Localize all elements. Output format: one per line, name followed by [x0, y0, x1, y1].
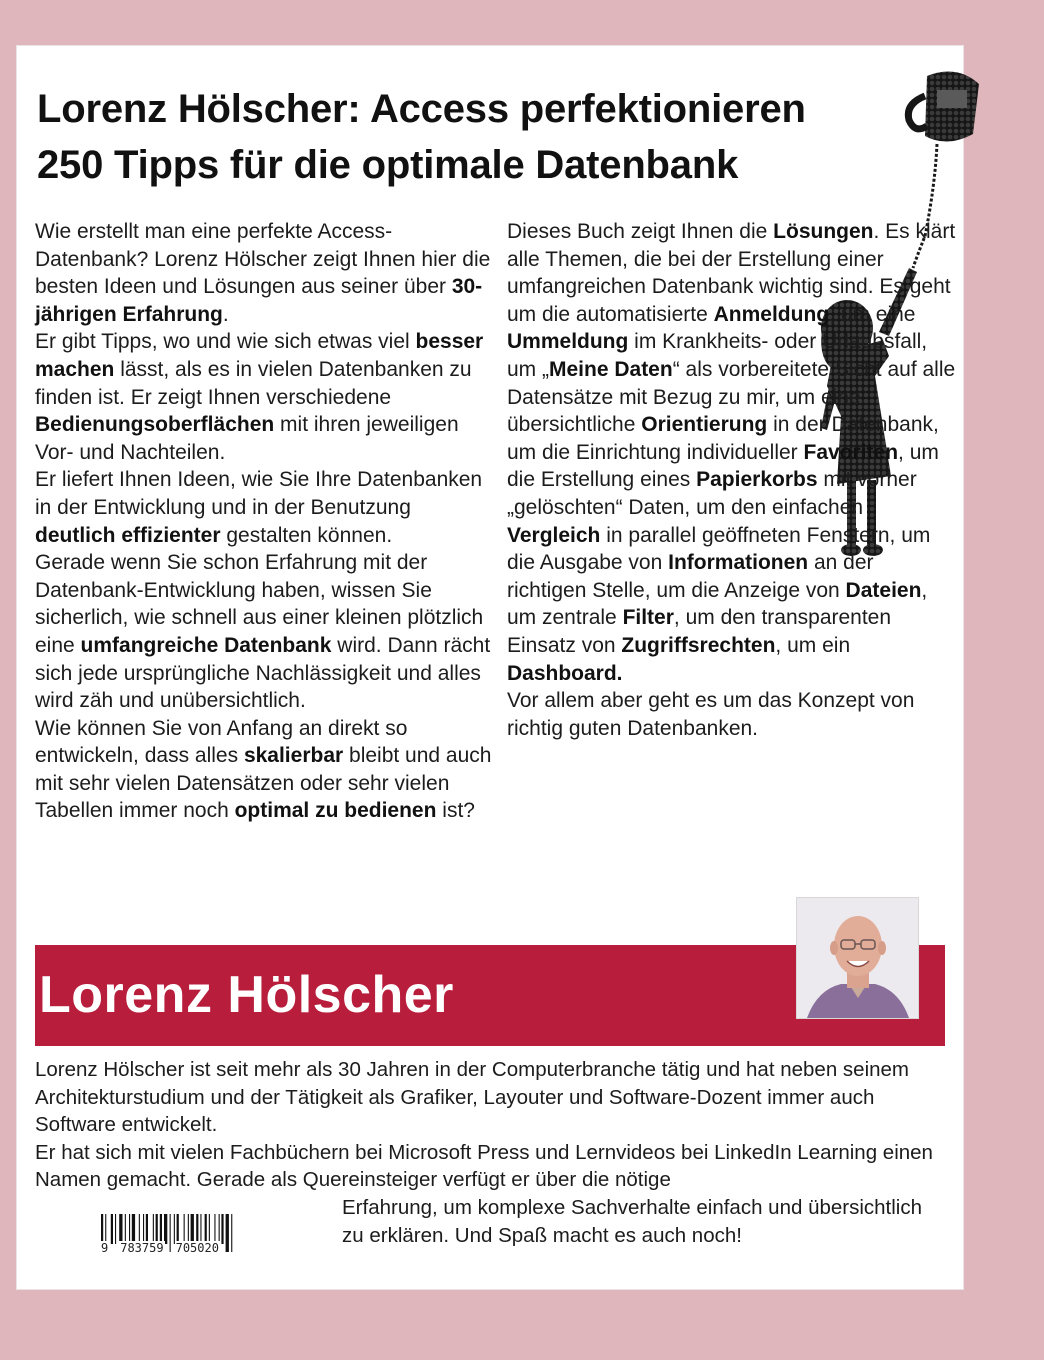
body-text: in parallel geöffneten Fenstern, um die Ausgabe von — [507, 523, 931, 575]
emphasis-text: Anmeldung — [713, 302, 830, 326]
isbn-prefix: 9 — [101, 1241, 109, 1255]
body-text: . Es klärt alle Themen, die bei der Erstellung einer umfangreichen Datenbank wichtig sind. Es geht um die automatisierte — [507, 220, 956, 326]
emphasis-text: Lösungen — [773, 220, 874, 243]
body-text: lässt, als es in vielen Datenbanken zu finden ist. Er zeigt Ihnen verschiedene — [35, 357, 472, 409]
barcode-bar — [214, 1214, 215, 1244]
barcode-bar — [174, 1214, 175, 1244]
emphasis-text: Bedienungsoberflächen — [35, 413, 275, 437]
description-left-column — [35, 218, 495, 825]
emphasis-text: besser machen — [35, 330, 484, 381]
balloon-icon — [908, 72, 979, 142]
left_column-paragraph — [35, 715, 495, 825]
emphasis-text: Zugriffsrechten — [621, 633, 776, 657]
emphasis-text: Informationen — [668, 551, 809, 575]
barcode-bar — [160, 1214, 162, 1244]
body-text: , um den transparenten Einsatz von — [507, 606, 892, 657]
emphasis-text: Meine Daten — [549, 357, 673, 381]
body-text: Gerade wenn Sie schon Erfahrung mit der Datenbank-Entwicklung haben, wissen Sie sicherlich, wie schnell aus einer kleinen plötzlich eine — [35, 551, 484, 657]
author-bio — [35, 1056, 950, 1194]
barcode-bar — [156, 1214, 158, 1244]
title-line-2: 250 Tipps für die optimale Datenbank — [37, 143, 739, 187]
author-name: Lorenz Hölscher — [39, 966, 454, 1024]
right_column-paragraph — [507, 687, 957, 742]
barcode-bar — [184, 1214, 185, 1244]
body-text: “ als vorbereitete Sicht auf alle Datensätze mit Bezug zu mir, um eine übersichtliche — [507, 357, 956, 437]
emphasis-text: Papierkorbs — [696, 468, 818, 492]
barcode-bar — [146, 1214, 148, 1244]
barcode-bar — [221, 1214, 223, 1244]
barcode-bar — [188, 1214, 189, 1244]
isbn-digits — [100, 1241, 280, 1255]
barcode-bar — [139, 1214, 140, 1244]
barcode-bar — [196, 1214, 198, 1244]
emphasis-text: Filter — [622, 606, 674, 630]
barcode-bar — [191, 1214, 194, 1244]
isbn-group-2: 705020 — [175, 1241, 219, 1255]
body-text: Wie erstellt man eine perfekte Access-Datenbank? Lorenz Hölscher zeigt Ihnen hier die besten Ideen und Lösungen aus seiner über — [35, 220, 491, 299]
bio-paragraph-2: Er hat sich mit vielen Fachbüchern bei Microsoft Press und Lernvideos bei LinkedIn Learning einen Namen gemacht. Gerade als Quereinsteiger verfügt er über die nötige — [35, 1140, 933, 1192]
barcode-bar — [119, 1214, 122, 1244]
barcode-bar — [153, 1214, 154, 1244]
emphasis-text: Vergleich — [507, 523, 601, 547]
barcode-bar — [164, 1214, 167, 1244]
book-title — [37, 81, 897, 193]
body-text: wird. Dann rächt sich jede ursprüngliche Nachlässigkeit und alles wird zäh und unübersichtlich. — [35, 633, 491, 713]
emphasis-text: Ummeldung — [507, 330, 629, 354]
body-text: Er liefert Ihnen Ideen, wie Sie Ihre Datenbanken in der Entwicklung und in der Benutzung — [35, 468, 483, 519]
author-photo — [796, 897, 919, 1019]
body-text: , um zentrale — [507, 578, 928, 630]
body-text: . — [222, 302, 229, 326]
body-text: gestalten können. — [220, 523, 393, 547]
barcode-bar — [219, 1214, 220, 1244]
emphasis-text: Orientierung — [641, 413, 768, 437]
body-text: Er gibt Tipps, wo und wie sich etwas viel — [35, 330, 416, 354]
left_column-paragraph — [35, 328, 495, 466]
barcode-bar — [205, 1214, 207, 1244]
emphasis-text: umfangreiche Datenbank — [80, 633, 332, 657]
body-text: , um ein — [775, 633, 851, 657]
barcode-bar — [177, 1214, 179, 1244]
barcode-bar — [129, 1214, 130, 1244]
description-right-column — [507, 218, 957, 742]
title-line-1: Lorenz Hölscher: Access perfektionieren — [37, 87, 806, 131]
emphasis-text: 30-jährigen Erfahrung — [35, 275, 483, 326]
barcode-bar — [111, 1214, 113, 1244]
body-text: in der Datenbank, um die Einrichtung individueller — [507, 413, 939, 464]
barcode-bar — [200, 1214, 201, 1244]
barcode-bar — [209, 1214, 210, 1244]
body-text: Vor allem aber geht es um das Konzept von richtig guten Datenbanken. — [507, 689, 915, 740]
emphasis-text: optimal zu bedienen — [234, 799, 437, 823]
body-text: mit ihren jeweiligen Vor- und Nachteilen. — [35, 413, 459, 464]
emphasis-text: Dashboard. — [507, 661, 623, 685]
back-cover — [16, 45, 964, 1290]
body-text: ist? — [436, 799, 475, 823]
bio-paragraph-1: Lorenz Hölscher ist seit mehr als 30 Jahren in der Computerbranche tätig und hat neben seinem Architekturstudium und der Tätigkeit als Grafiker, Layouter und Software-Dozent immer auch Software entwickelt. — [35, 1058, 910, 1137]
barcode-bar — [143, 1214, 144, 1244]
body-text: mit vorher „gelöschten“ Daten, um den einfachen — [507, 468, 917, 519]
body-text: an der richtigen Stelle, um die Anzeige von — [507, 551, 874, 602]
emphasis-text: deutlich effizienter — [35, 523, 221, 547]
barcode-bar — [115, 1214, 116, 1244]
body-text: , um die Erstellung eines — [507, 440, 939, 492]
author-bio-continued — [342, 1194, 942, 1249]
bio-paragraph-3: Erfahrung, um komplexe Sachverhalte einfach und übersichtlich zu erklären. Und Spaß macht es auch noch! — [342, 1196, 923, 1247]
body-text: Wie können Sie von Anfang an direkt so entwickeln, dass alles — [35, 716, 408, 768]
body-text: bleibt und auch mit sehr vielen Datensätzen oder sehr vielen Tabellen immer noch — [35, 744, 492, 823]
left_column-paragraph — [35, 549, 495, 715]
emphasis-text: Dateien — [845, 578, 922, 602]
emphasis-text: Favoriten — [803, 440, 899, 464]
right_column-paragraph — [507, 218, 957, 687]
body-text: im Krankheits- oder Urlaubsfall, um „ — [507, 330, 928, 381]
isbn-group-1: 783759 — [120, 1241, 164, 1255]
emphasis-text: skalierbar — [243, 744, 344, 768]
barcode-bar — [125, 1214, 126, 1244]
body-text: Dieses Buch zeigt Ihnen die — [507, 220, 774, 243]
left_column-paragraph — [35, 466, 495, 549]
barcode-bar — [132, 1214, 135, 1244]
left_column-paragraph — [35, 218, 495, 328]
body-text: , um eine — [829, 302, 916, 326]
